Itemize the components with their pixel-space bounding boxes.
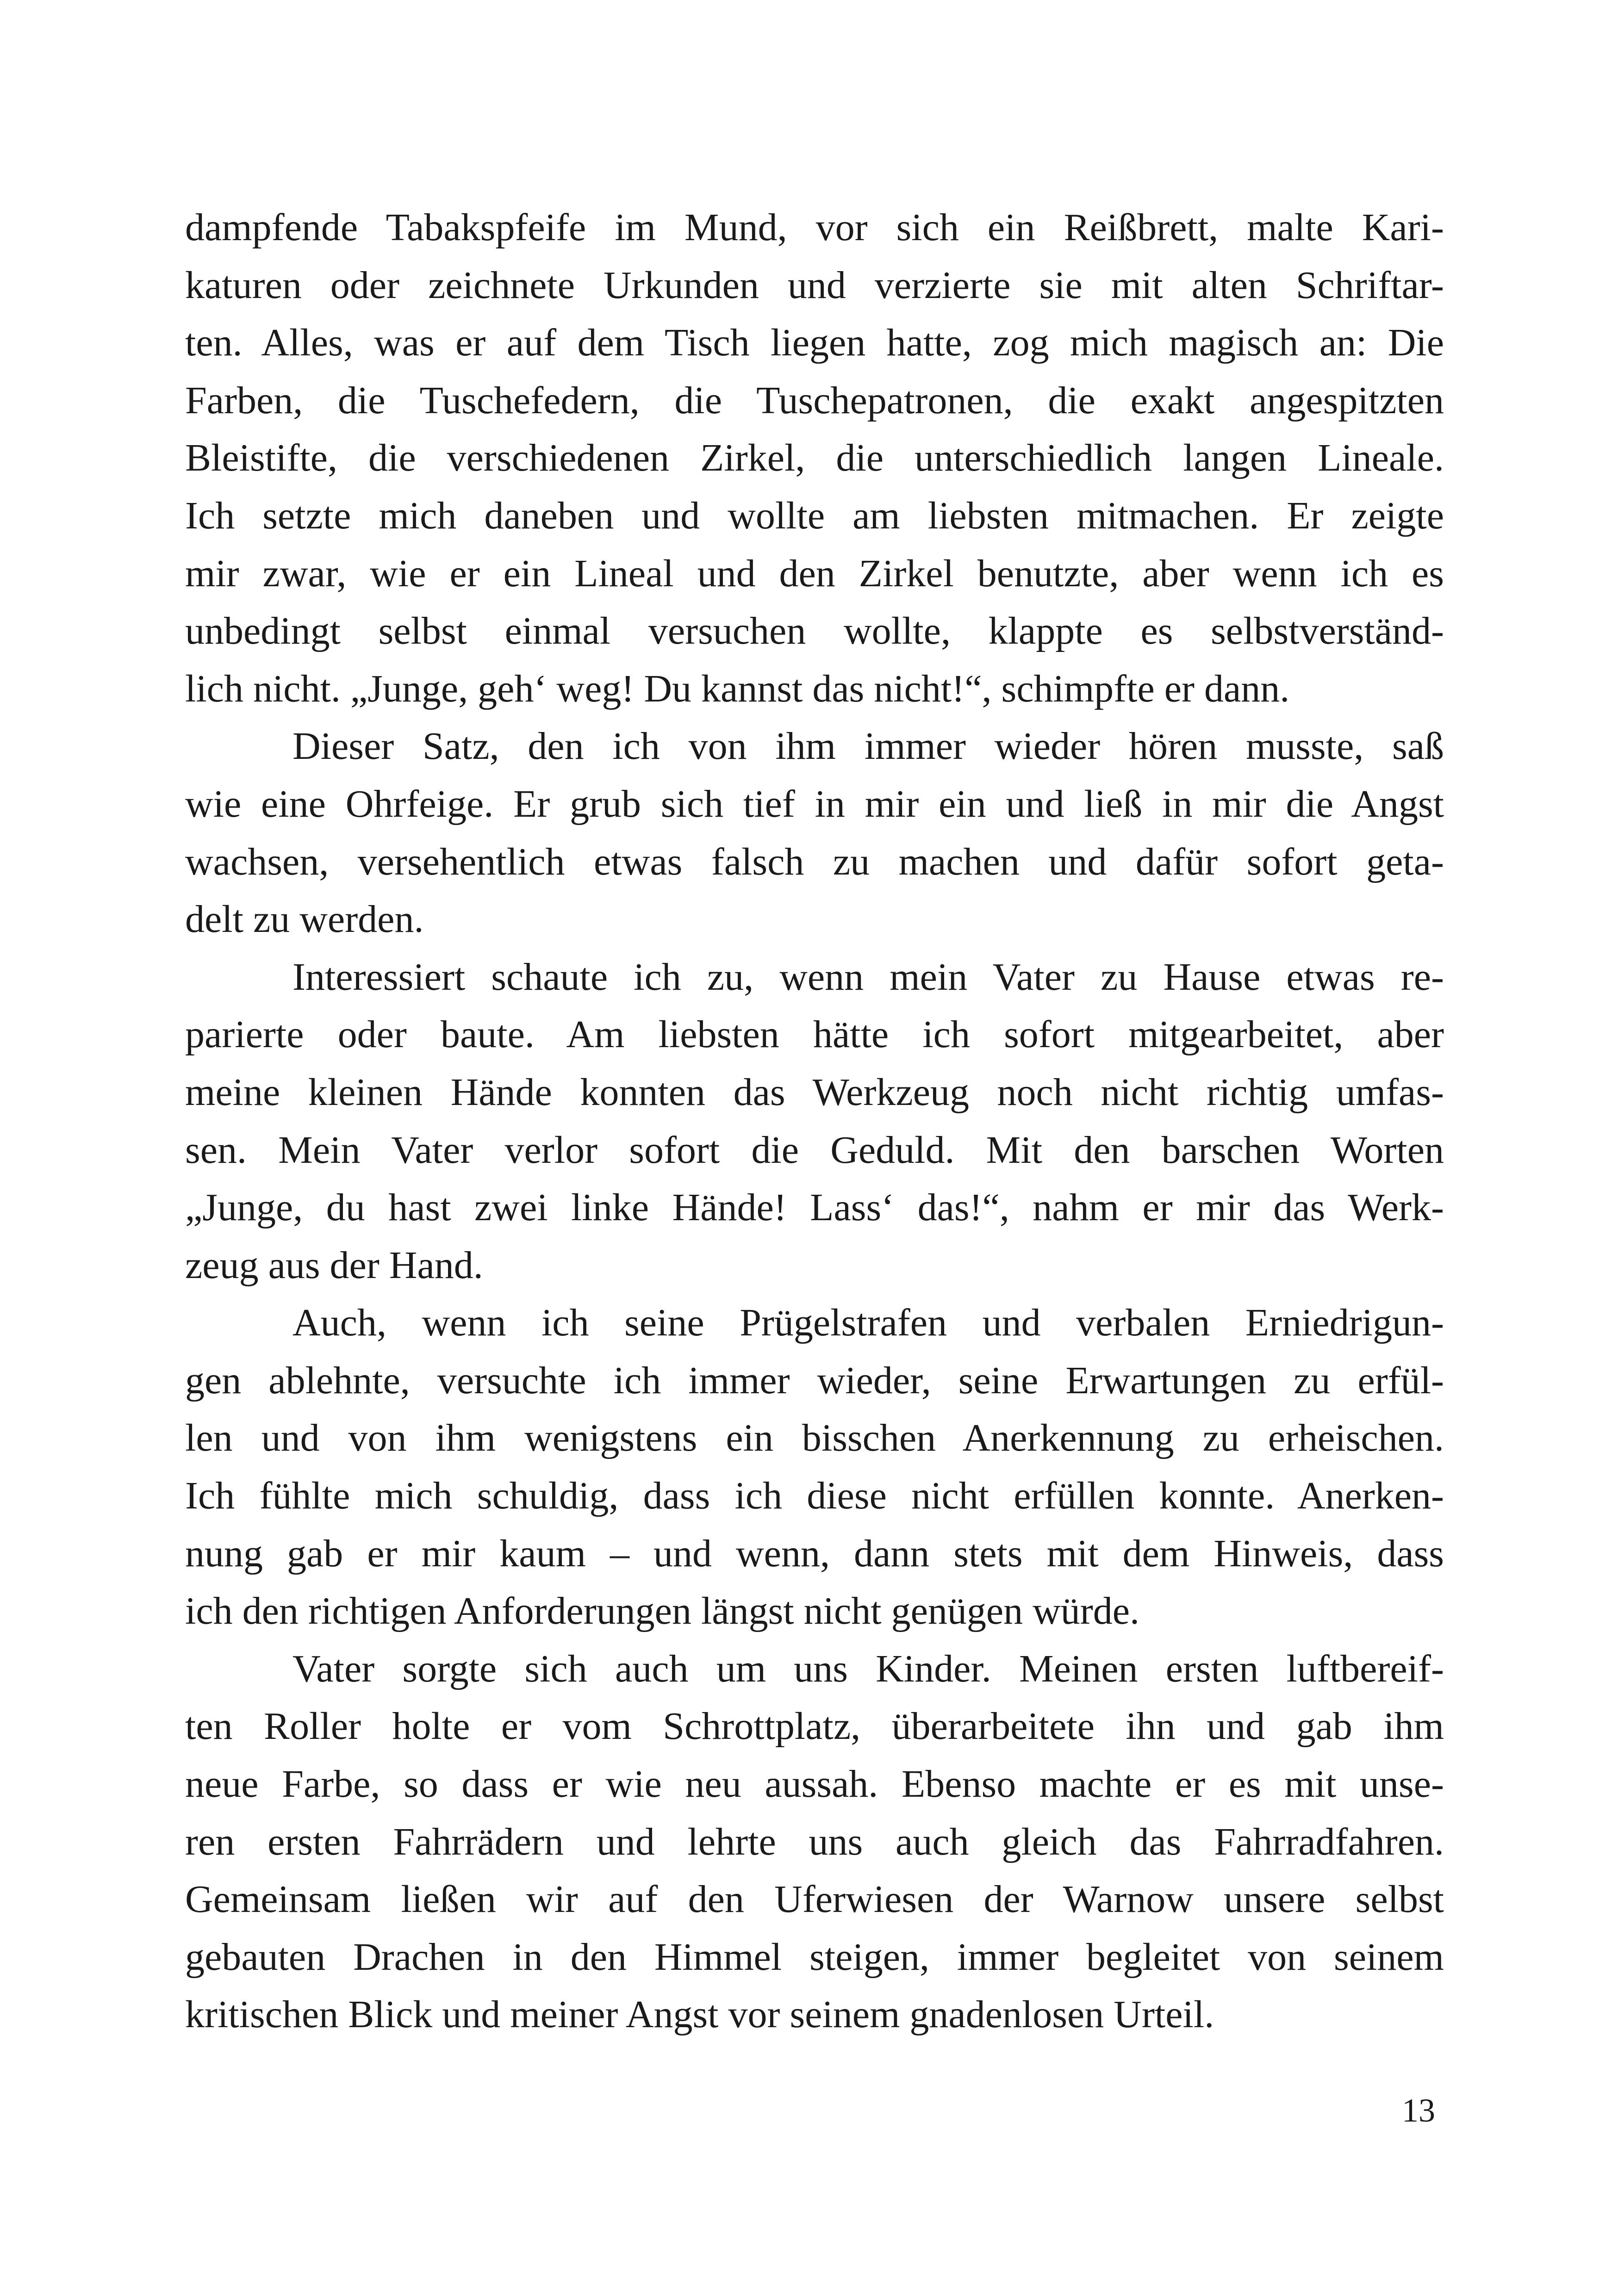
- text-line: parierte oder baute. Am liebsten hätte ich sofort mitgearbeitet, aber: [185, 1013, 1444, 1056]
- text-line: gebauten Drachen in den Himmel steigen, immer begleitet von seinem: [185, 1935, 1444, 1979]
- text-line: Bleistifte, die verschiedenen Zirkel, die unterschiedlich langen Lineale.: [185, 436, 1444, 480]
- text-line: sen. Mein Vater verlor sofort die Geduld. Mit den barschen Worten: [185, 1128, 1444, 1172]
- text-line: „Junge, du hast zwei linke Hände! Lass‘ das!“, nahm er mir das Werk-: [185, 1186, 1444, 1229]
- text-line: ten Roller holte er vom Schrottplatz, überarbeitete ihn und gab ihm: [185, 1705, 1444, 1748]
- text-line: zeug aus der Hand.: [185, 1243, 483, 1287]
- text-line: katuren oder zeichnete Urkunden und verzierte sie mit alten Schriftar-: [185, 263, 1444, 307]
- text-line: Farben, die Tuschefedern, die Tuschepatronen, die exakt angespitzten: [185, 379, 1444, 422]
- text-line: wachsen, versehentlich etwas falsch zu machen und dafür sofort geta-: [185, 840, 1444, 883]
- text-line: gen ablehnte, versuchte ich immer wieder, seine Erwartungen zu erfül-: [185, 1359, 1444, 1402]
- text-line: ren ersten Fahrrädern und lehrte uns auch gleich das Fahrradfahren.: [185, 1820, 1444, 1863]
- text-line: lich nicht. „Junge, geh‘ weg! Du kannst das nicht!“, schimpfte er dann.: [185, 667, 1290, 710]
- text-line: Dieser Satz, den ich von ihm immer wieder hören musste, saß: [292, 725, 1444, 768]
- text-line: Ich fühlte mich schuldig, dass ich diese nicht erfüllen konnte. Anerken-: [185, 1474, 1444, 1518]
- text-line: kritischen Blick und meiner Angst vor seinem gnadenlosen Urteil.: [185, 1993, 1214, 2036]
- text-line: mir zwar, wie er ein Lineal und den Zirkel benutzte, aber wenn ich es: [185, 552, 1444, 595]
- text-line: Gemeinsam ließen wir auf den Uferwiesen der Warnow unsere selbst: [185, 1878, 1444, 1921]
- text-line: Auch, wenn ich seine Prügelstrafen und verbalen Erniedrigun-: [292, 1301, 1444, 1345]
- text-line: ten. Alles, was er auf dem Tisch liegen hatte, zog mich magisch an: Die: [185, 321, 1444, 365]
- page-number: 13: [1402, 2092, 1435, 2129]
- body-text: [185, 199, 1444, 2044]
- text-line: Vater sorgte sich auch um uns Kinder. Meinen ersten luftbereif-: [292, 1647, 1444, 1690]
- text-line: nung gab er mir kaum – und wenn, dann stets mit dem Hinweis, dass: [185, 1532, 1444, 1575]
- text-line: Interessiert schaute ich zu, wenn mein Vater zu Hause etwas re-: [292, 955, 1444, 999]
- text-line: wie eine Ohrfeige. Er grub sich tief in mir ein und ließ in mir die Angst: [185, 782, 1444, 825]
- text-line: ich den richtigen Anforderungen längst nicht genügen würde.: [185, 1589, 1140, 1633]
- text-line: Ich setzte mich daneben und wollte am liebsten mitmachen. Er zeigte: [185, 494, 1444, 537]
- text-line: unbedingt selbst einmal versuchen wollte, klappte es selbstverständ-: [185, 609, 1444, 653]
- text-line: len und von ihm wenigstens ein bisschen Anerkennung zu erheischen.: [185, 1416, 1444, 1460]
- text-line: dampfende Tabakspfeife im Mund, vor sich ein Reißbrett, malte Kari-: [185, 206, 1444, 249]
- text-line: delt zu werden.: [185, 898, 424, 941]
- text-line: meine kleinen Hände konnten das Werkzeug noch nicht richtig umfas-: [185, 1070, 1444, 1114]
- text-line: neue Farbe, so dass er wie neu aussah. Ebenso machte er es mit unse-: [185, 1762, 1444, 1806]
